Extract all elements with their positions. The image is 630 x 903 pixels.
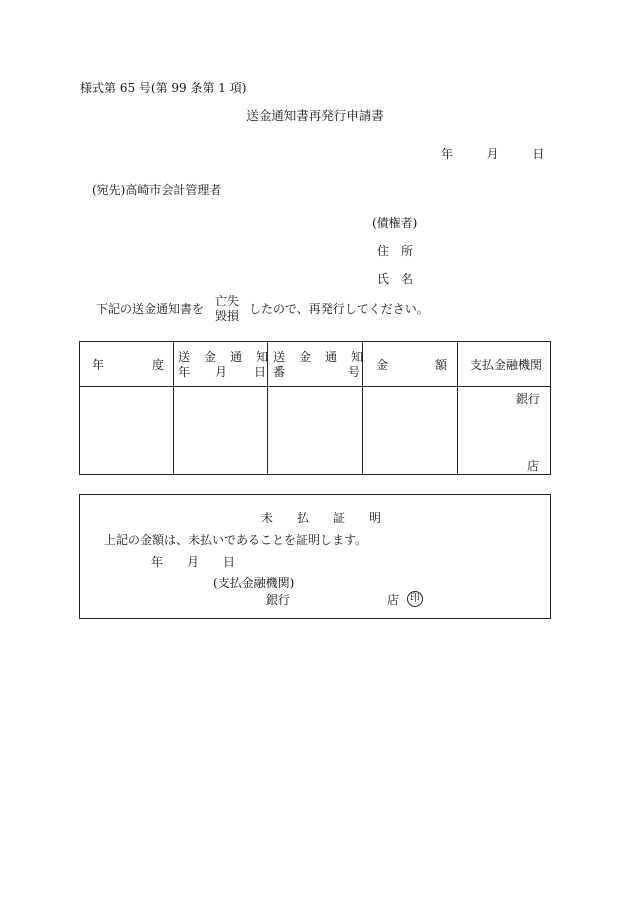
request-suffix: したので、再発行してください。 [249, 302, 429, 316]
certificate-date-year: 年 [151, 555, 164, 569]
loss-damage-choice[interactable] [215, 294, 239, 324]
header-notice-date-top: 送 金 通 知 [178, 350, 270, 364]
form-number: 様式第 65 号(第 99 条第 1 項) [80, 81, 247, 95]
header-amount-a: 金 [376, 358, 389, 372]
application-date[interactable] [441, 148, 544, 160]
date-month-label: 月 [486, 147, 499, 161]
addressee: (宛先)高崎市会計管理者 [92, 183, 222, 197]
name-label: 氏 名 [377, 272, 414, 286]
header-fiscal-year-b: 度 [152, 358, 165, 372]
header-notice-number-b: 号 [348, 365, 361, 379]
notice-table [79, 341, 551, 475]
header-fiscal-year-a: 年 [92, 358, 105, 372]
bank-suffix: 銀行 [516, 392, 541, 406]
certificate-date-day: 日 [223, 555, 236, 569]
seal-icon [407, 591, 423, 607]
seal-mark: 印 [407, 591, 423, 607]
header-notice-number-a: 番 [273, 365, 286, 379]
header-notice-date-month: 月 [215, 365, 228, 379]
certificate-title: 未 払 証 明 [261, 511, 382, 525]
date-year-label: 年 [441, 147, 454, 161]
certificate-bank-label: (支払金融機関) [213, 576, 295, 590]
certificate-statement: 上記の金額は、未払いであることを証明します。 [104, 533, 368, 547]
option-damaged[interactable]: 毀損 [215, 309, 240, 323]
request-prefix: 下記の送金通知書を [96, 302, 205, 316]
header-amount-b: 額 [435, 358, 448, 372]
header-notice-date-day: 日 [254, 365, 267, 379]
header-paying-bank: 支払金融機関 [470, 358, 543, 372]
option-lost[interactable]: 亡失 [215, 294, 240, 308]
header-notice-date-year: 年 [178, 365, 191, 379]
date-day-label: 日 [532, 147, 545, 161]
document-title: 送金通知書再発行申請書 [246, 108, 384, 123]
branch-suffix: 店 [527, 459, 540, 473]
certificate-date-month: 月 [187, 555, 200, 569]
creditor-label: (債権者) [372, 216, 418, 230]
header-notice-number-top: 送 金 通 知 [273, 350, 365, 364]
address-label: 住 所 [377, 244, 414, 258]
certificate-branch-suffix: 店 [387, 593, 400, 607]
certificate-bank-suffix: 銀行 [266, 593, 291, 607]
unpaid-certificate [79, 494, 551, 619]
